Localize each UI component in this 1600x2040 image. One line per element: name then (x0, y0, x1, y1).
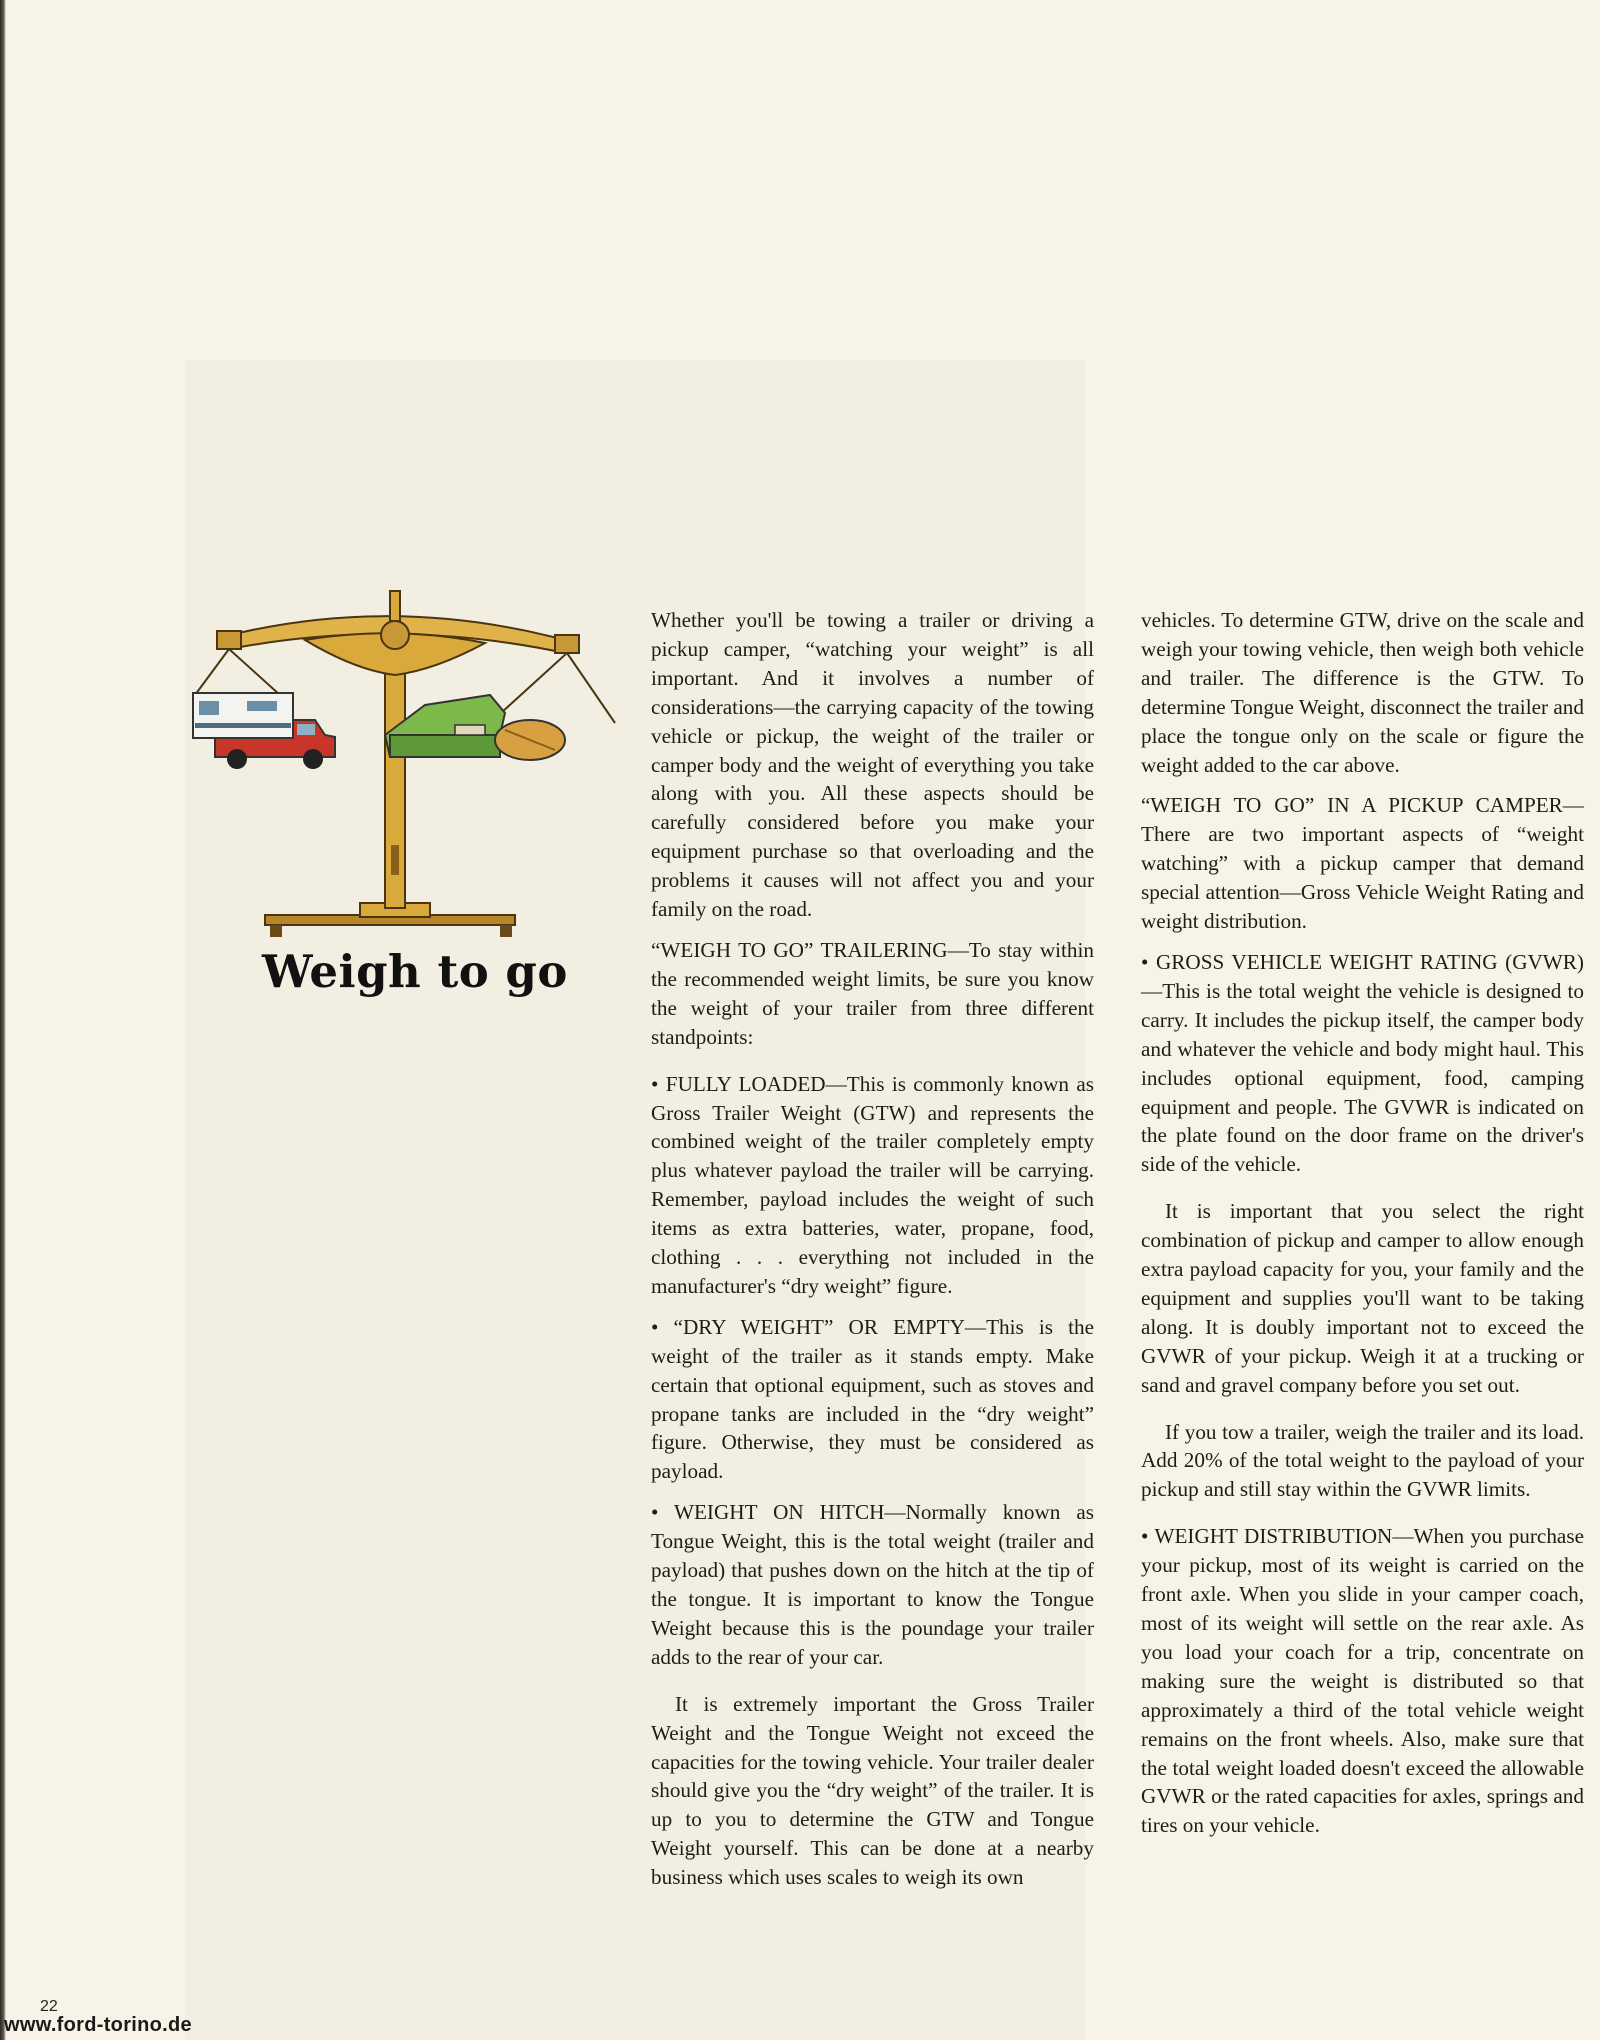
pickup-camper-paragraph: “WEIGH TO GO” IN A PICKUP CAMPER—There are two important aspects of “weight watching” with a pickup camper that demand special attention—Gross Vehicle Weight Rating and weight distribution. (1141, 793, 1584, 934)
page-number: 22 (40, 1998, 58, 2015)
gvwr-paragraph: • GROSS VEHICLE WEIGHT RATING (GVWR)—This is the total weight the vehicle is designed to carry. It includes the pickup itself, the camper body and whatever the vehicle and body might haul. This includes optional equipment, food, camping equipment and people. The GVWR is indicated on the plate found on the door frame on the driver's side of the vehicle. (1141, 949, 1584, 1177)
text-column-left (651, 606, 1094, 1904)
determine-gtw-paragraph: vehicles. To determine GTW, drive on the scale and weigh your towing vehicle, then weigh both vehicle and trailer. The difference is the GTW. To determine Tongue Weight, disconnect the trailer and place the tongue only on the scale or figure the weight added to the car above. (1141, 608, 1584, 777)
intro-paragraph: Whether you'll be towing a trailer or driving a pickup camper, “watching your weight” is all important. And it involves a number of considerations—the carrying capacity of the towing vehicle or pickup, the weight of the trailer or camper body and the weight of everything you take along with you. All these aspects should be carefully considered before you make your equipment purchase so that overloading and the problems it causes will not affect you and your family on the road. (651, 608, 1094, 922)
page-spine-edge (0, 0, 6, 2040)
trailering-paragraph: “WEIGH TO GO” TRAILERING—To stay within the recommended weight limits, be sure you know the weight of your trailer from three different standpoints: (651, 937, 1094, 1049)
dry-weight-paragraph: • “DRY WEIGHT” OR EMPTY—This is the weight of the trailer as it stands empty. Make certain that optional equipment, such as stoves and propane tanks are included in the “dry weight” figure. Otherwise, they must be considered as payload. (651, 1314, 1094, 1484)
balance-scale-icon (185, 585, 630, 945)
site-watermark: www.ford-torino.de (4, 2014, 192, 2036)
weight-on-hitch-paragraph: • WEIGHT ON HITCH—Normally known as Tongue Weight, this is the total weight (trailer and payload) that pushes down on the hitch at the tip of the tongue. It is important to know the Tongue Weight because this is the poundage your trailer adds to the rear of your car. (651, 1500, 1094, 1669)
fully-loaded-paragraph: • FULLY LOADED—This is commonly known as Gross Trailer Weight (GTW) and represents the combined weight of the trailer completely empty plus whatever payload the trailer will be carrying. Remember, payload includes the weight of such items as extra batteries, water, propane, food, clothing . . . everything not included in the manufacturer's “dry weight” figure. (651, 1071, 1094, 1298)
pickup-camper-icon (193, 693, 335, 769)
tow-trailer-paragraph: If you tow a trailer, weigh the trailer and its load. Add 20% of the total weight to the payload of your pickup and still stay within the GVWR limits. (1141, 1419, 1584, 1502)
right-combination-paragraph: It is important that you select the right combination of pickup and camper to allow enough extra payload capacity for you, your family and the equipment and supplies you'll want to be taking along. It is doubly important not to exceed the GVWR of your pickup. Weigh it at a trucking or sand and gravel company before you set out. (1141, 1199, 1584, 1397)
camping-gear-icon (385, 695, 565, 760)
capacity-paragraph: It is extremely important the Gross Trailer Weight and the Tongue Weight not exceed the capacities for the towing vehicle. Your trailer dealer should give you the “dry weight” of the trailer. It is up to you to determine the GTW and Tongue Weight yourself. This can be done at a nearby business which uses scales to weigh its own (651, 1691, 1094, 1890)
text-column-right (1141, 606, 1584, 1852)
page-title: Weigh to go (262, 945, 568, 998)
weight-distribution-paragraph: • WEIGHT DISTRIBUTION—When you purchase your pickup, most of its weight is carried on the front axle. When you slide in your camper coach, most of its weight will settle on the rear axle. As you load your coach for a trip, concentrate on making sure the weight is distributed so that approximately a third of the total vehicle weight remains on the front wheels. Also, make sure that the total weight loaded doesn't exceed the allowable GVWR or the rated capacities for axles, springs and tires on your vehicle. (1141, 1524, 1584, 1838)
